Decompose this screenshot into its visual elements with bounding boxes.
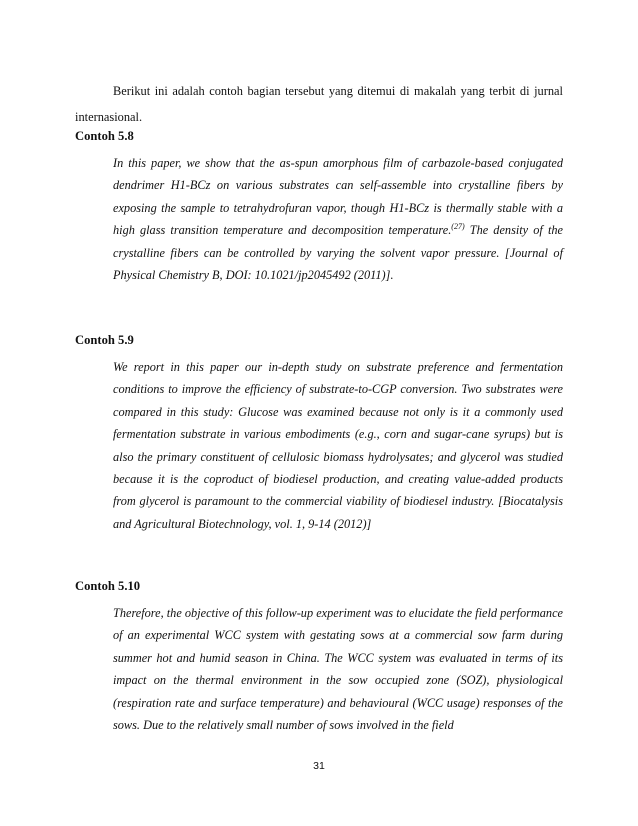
example-5-10-heading: Contoh 5.10 <box>75 579 141 593</box>
example-5-8-reference: [Journal of Physical Chemistry B, DOI: 10.1021/jp2045492 (2011)]. <box>113 245 563 283</box>
example-5-10-body: Therefore, the objective of this follow-up experiment was to elucidate the field performance of an experimental WCC system with gestating sows at a commercial sow farm during summer hot and humid season in China. The WCC system was evaluated in terms of its impact on the thermal environment in the sow occupied zone (SOZ), physiological (respiration rate and surface temperature) and behavioural (WCC usage) responses of the sows. Due to the relatively small number of sows involved in the field <box>113 606 563 733</box>
example-5-8-heading: Contoh 5.8 <box>75 129 134 143</box>
example-5-8-body <box>113 152 563 286</box>
example-5-9-reference: [Biocatalysis and Agricultural Biotechnology, vol. 1, 9-14 (2012)] <box>113 494 563 531</box>
example-5-8-text: In this paper, we show that the as-spun amorphous film of carbazole-based conjugated dendrimer H1-BCz on various substrates can self-assemble into crystalline fibers by exposing the sample to tetrahydrofuran vapor, though H1-BCz is thermally stable with a high glass transition temperature and decomposition temperature. <box>113 156 563 238</box>
example-5-9-text: We report in this paper our in-depth study on substrate preference and fermentation conditions to improve the efficiency of substrate-to-CGP conversion. Two substrates were compared in this study: Glucose was examined because not only is it a commonly used fermentation substrate in various embodiments (e.g., corn and sugar-cane syrups) but is also the primary constituent of cellulosic biomass hydrolysates; and glycerol was studied because it is the coproduct of biodiesel production, and creating value-added products from glycerol is paramount to the commercial viability of biodiesel industry. <box>113 360 563 509</box>
page-number: 31 <box>313 760 325 772</box>
example-5-9-body <box>113 356 563 535</box>
citation-marker: (27) <box>451 222 465 232</box>
example-5-9-heading: Contoh 5.9 <box>75 333 134 347</box>
example-5-8-text-continued: The density of the crystalline fibers can be controlled by varying the solvent vapor pressure. <box>113 223 563 260</box>
intro-paragraph: Berikut ini adalah contoh bagian tersebut yang ditemui di makalah yang terbit di jurnal internasional. <box>75 84 563 124</box>
